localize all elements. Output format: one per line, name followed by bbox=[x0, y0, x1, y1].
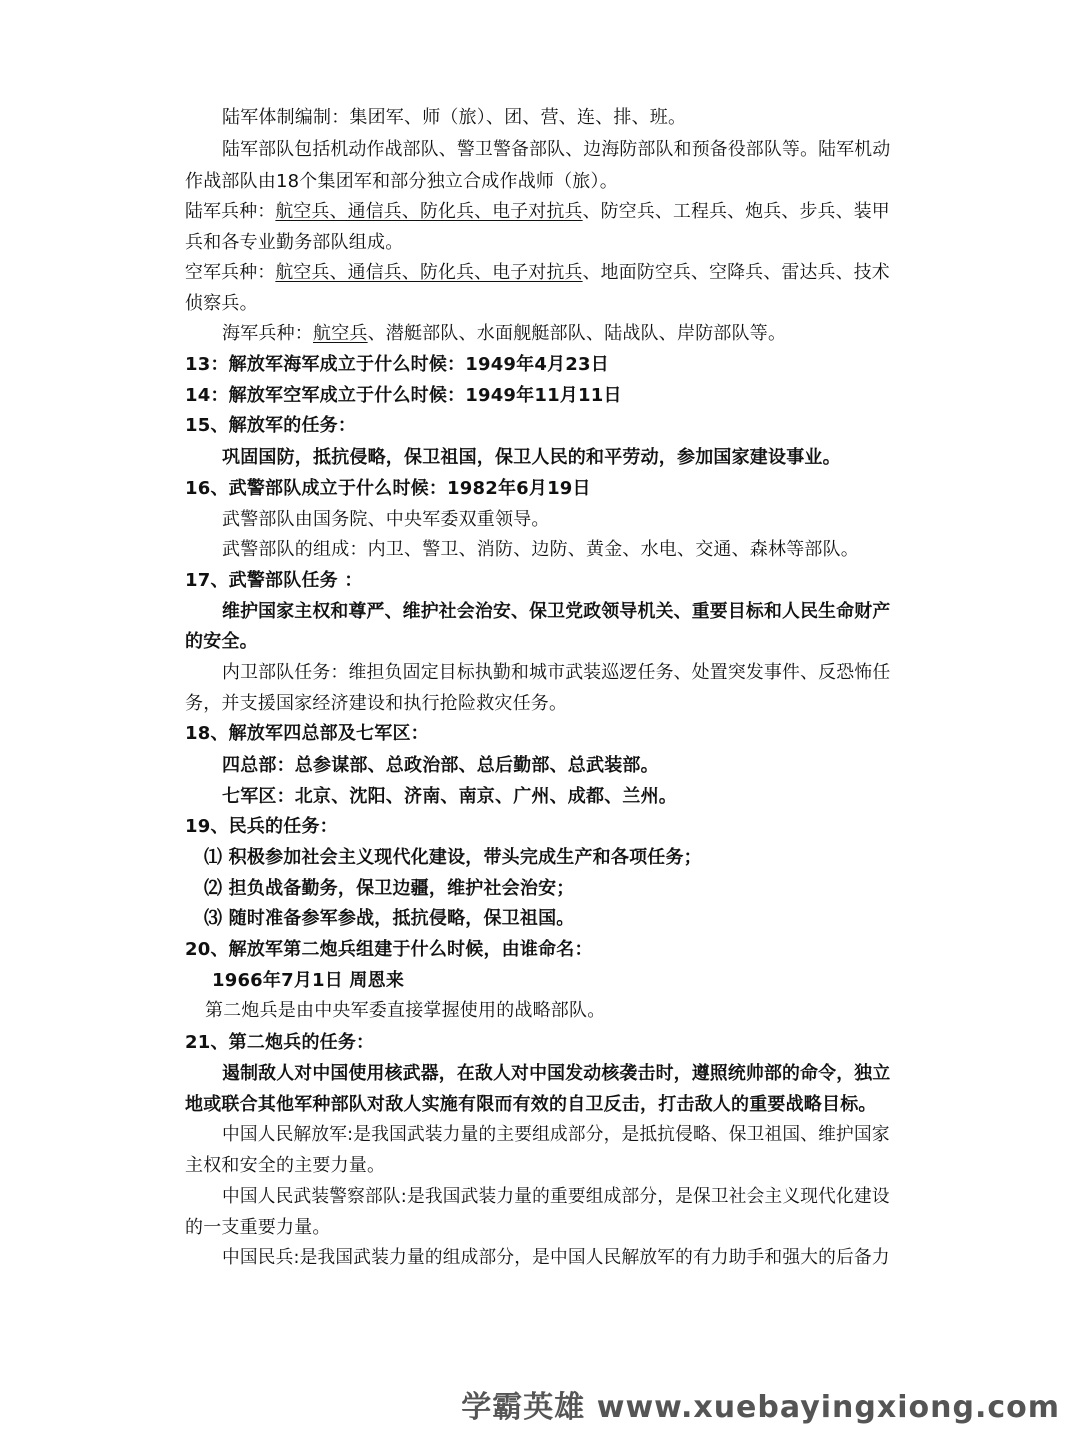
underlined-segment: 航空兵 bbox=[313, 323, 368, 344]
text-segment: 、地面防空兵、空降兵、雷达兵、技术 bbox=[582, 262, 890, 283]
list-item: ⑶ 随时准备参军参战，抵抗侵略，保卫祖国。 bbox=[204, 908, 575, 929]
underlined-segment: 航空兵、通信兵、防化兵、电子对抗兵 bbox=[275, 201, 583, 222]
text-segment: 海军兵种： bbox=[222, 323, 313, 344]
text-line: 中国民兵:是我国武装力量的组成部分，是中国人民解放军的有力助手和强大的后备力 bbox=[222, 1247, 890, 1268]
answer-line: 维护国家主权和尊严、维护社会治安、保卫党政领导机关、重要目标和人民生命财产 bbox=[222, 601, 891, 622]
text-segment: 陆军兵种： bbox=[185, 201, 276, 222]
question-heading: 14：解放军空军成立于什么时候：1949年11月11日 bbox=[185, 385, 622, 406]
question-heading: 18、解放军四总部及七军区： bbox=[185, 723, 429, 744]
underlined-segment: 航空兵、通信兵、防化兵、电子对抗兵 bbox=[275, 262, 583, 283]
answer-line: 巩固国防，抵抗侵略，保卫祖国，保卫人民的和平劳动，参加国家建设事业。 bbox=[222, 447, 841, 468]
list-item: ⑵ 担负战备勤务，保卫边疆，维护社会治安； bbox=[204, 878, 575, 899]
question-heading: 19、民兵的任务： bbox=[185, 816, 338, 837]
text-line: 内卫部队任务：维担负固定目标执勤和城市武装巡逻任务、处置突发事件、反恐怖任 bbox=[222, 662, 891, 683]
text-line: 第二炮兵是由中央军委直接掌握使用的战略部队。 bbox=[205, 1000, 606, 1021]
question-heading: 13：解放军海军成立于什么时候：1949年4月23日 bbox=[185, 354, 609, 375]
answer-line: 七军区：北京、沈阳、济南、南京、广州、成都、兰州。 bbox=[222, 786, 677, 807]
question-heading: 15、解放军的任务： bbox=[185, 415, 357, 436]
question-heading: 17、武警部队任务 ： bbox=[185, 570, 363, 591]
text-line bbox=[185, 261, 890, 285]
text-segment: 、潜艇部队、水面舰艇部队、陆战队、岸防部队等。 bbox=[367, 323, 787, 344]
question-heading: 16、武警部队成立于什么时候：1982年6月19日 bbox=[185, 478, 591, 499]
text-line: 兵和各专业勤务部队组成。 bbox=[185, 232, 404, 253]
text-line: 中国人民解放军:是我国武装力量的主要组成部分，是抵抗侵略、保卫祖国、维护国家 bbox=[222, 1124, 890, 1145]
text-segment: 空军兵种： bbox=[185, 262, 276, 283]
text-line: 陆军体制编制：集团军、师（旅）、团、营、连、排、班。 bbox=[222, 107, 687, 128]
answer-line: 1966年7月1日 周恩来 bbox=[212, 970, 405, 991]
text-line: 武警部队的组成：内卫、警卫、消防、边防、黄金、水电、交通、森林等部队。 bbox=[222, 539, 859, 560]
text-segment: 、防空兵、工程兵、炮兵、步兵、装甲 bbox=[582, 201, 890, 222]
text-line: 务，并支援国家经济建设和执行抢险救灾任务。 bbox=[185, 693, 568, 714]
answer-line: 的安全。 bbox=[185, 631, 258, 652]
answer-line: 四总部：总参谋部、总政治部、总后勤部、总武装部。 bbox=[222, 755, 659, 776]
text-line bbox=[185, 200, 890, 224]
text-line: 作战部队由18个集团军和部分独立合成作战师（旅）。 bbox=[185, 171, 618, 192]
list-item: ⑴ 积极参加社会主义现代化建设，带头完成生产和各项任务； bbox=[204, 847, 702, 868]
text-line: 主权和安全的主要力量。 bbox=[185, 1155, 386, 1176]
text-line: 中国人民武装警察部队:是我国武装力量的重要组成部分，是保卫社会主义现代化建设 bbox=[222, 1186, 890, 1207]
answer-line: 遏制敌人对中国使用核武器，在敌人对中国发动核袭击时，遵照统帅部的命令，独立 bbox=[222, 1063, 891, 1084]
question-heading: 20、解放军第二炮兵组建于什么时候，由谁命名： bbox=[185, 939, 593, 960]
question-heading: 21、第二炮兵的任务： bbox=[185, 1032, 375, 1053]
text-line: 的一支重要力量。 bbox=[185, 1217, 331, 1238]
watermark: 学霸英雄 www.xuebayingxiong.com bbox=[461, 1390, 1060, 1425]
text-line bbox=[222, 322, 786, 346]
text-line: 陆军部队包括机动作战部队、警卫警备部队、边海防部队和预备役部队等。陆军机动 bbox=[222, 139, 891, 160]
text-line: 侦察兵。 bbox=[185, 293, 258, 314]
answer-line: 地或联合其他军种部队对敌人实施有限而有效的自卫反击，打击敌人的重要战略目标。 bbox=[185, 1094, 877, 1115]
text-line: 武警部队由国务院、中央军委双重领导。 bbox=[222, 509, 550, 530]
